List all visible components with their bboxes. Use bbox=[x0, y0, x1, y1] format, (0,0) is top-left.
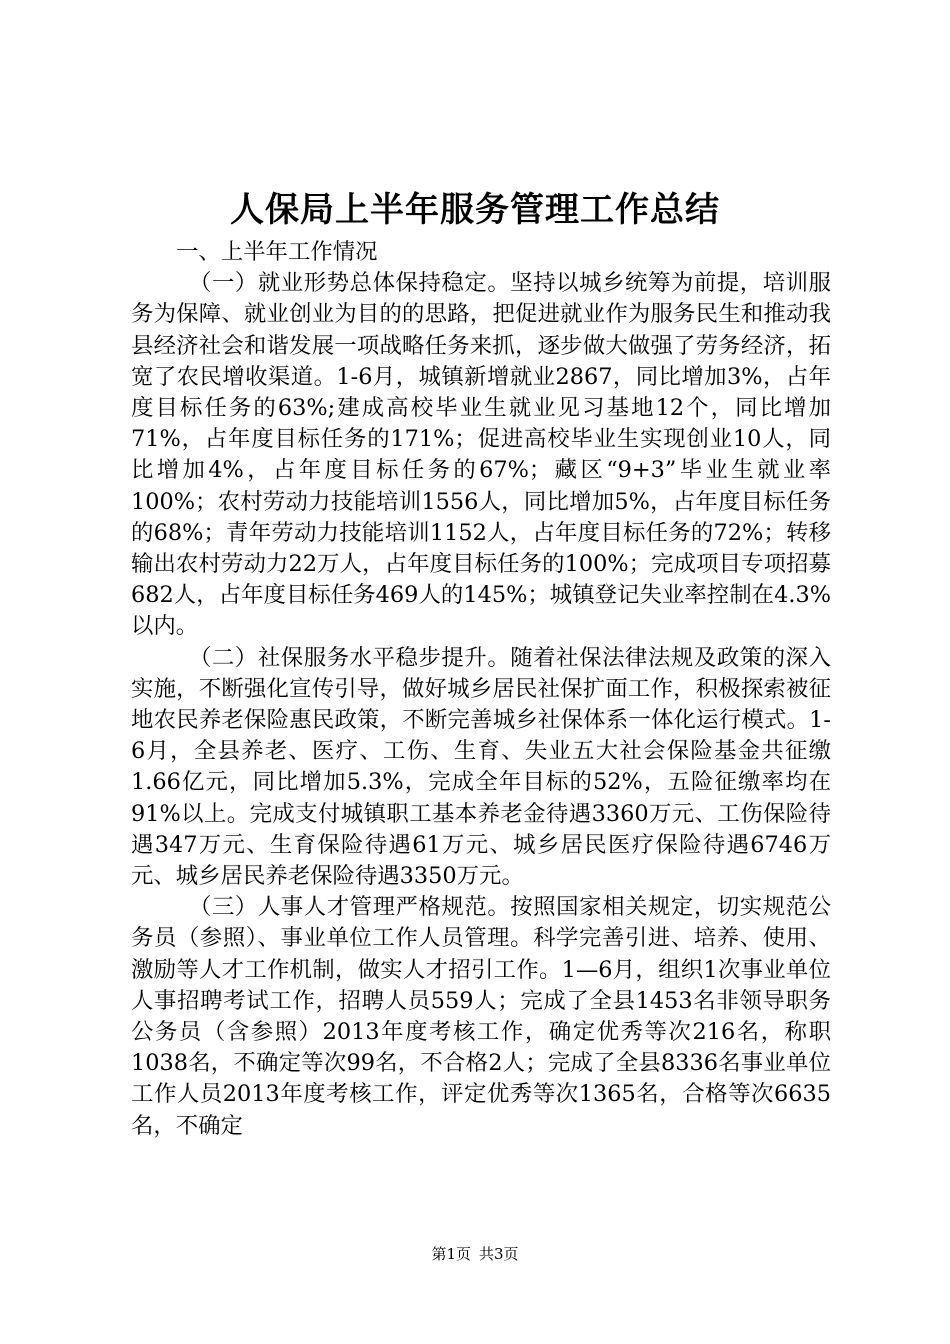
page-number: 第1页 bbox=[431, 1245, 471, 1263]
document-title: 人保局上半年服务管理工作总结 bbox=[230, 190, 720, 230]
paragraph-employment: （一）就业形势总体保持稳定。坚持以城乡统筹为前提，培训服务为保障、就业创业为目的的思路，把促进就业作为服务民生和推动我县经济社会和谐发展一项战略任务来抓，逐步做大做强了劳务经济，拓宽了农民增收渠道。1-6月，城镇新增就业2867，同比增加3%，占年度目标任务的63%;建成高校毕业生就业见习基地12个，同比增加71%，占年度目标任务的171%；促进高校毕业生实现创业10人，同比增加4%，占年度目标任务的67%；藏区“9+3”毕业生就业率100%；农村劳动力技能培训1556人，同比增加5%，占年度目标任务的68%；青年劳动力技能培训1152人，占年度目标任务的72%；转移输出农村劳动力22万人，占年度目标任务的100%；完成项目专项招募682人，占年度目标任务469人的145%；城镇登记失业率控制在4.3%以内。 bbox=[131, 270, 831, 640]
document-body bbox=[131, 237, 831, 1142]
page-total: 共3页 bbox=[479, 1245, 519, 1263]
section-heading: 一、上半年工作情况 bbox=[176, 239, 378, 265]
paragraph-personnel: （三）人事人才管理严格规范。按照国家相关规定，切实规范公务员（参照）、事业单位工作人员管理。科学完善引进、培养、使用、激励等人才工作机制，做实人才招引工作。1—6月，组织1次事业单位人事招聘考试工作，招聘人员559人；完成了全县1453名非领导职务公务员（含参照）2013年度考核工作，确定优秀等次216名，称职1038名，不确定等次99名，不合格2人；完成了全县8336名事业单位工作人员2013年度考核工作，评定优秀等次1365名，合格等次6635名，不确定 bbox=[131, 894, 831, 1139]
paragraph-social-security: （二）社保服务水平稳步提升。随着社保法律法规及政策的深入实施，不断强化宣传引导，做好城乡居民社保扩面工作，积极探索被征地农民养老保险惠民政策，不断完善城乡社保体系一体化运行模式。1-6月，全县养老、医疗、工伤、生育、失业五大社会保险基金共征缴1.66亿元，同比增加5.3%，完成全年目标的52%，五险征缴率均在91%以上。完成支付城镇职工基本养老金待遇3360万元、工伤保险待遇347万元、生育保险待遇61万元、城乡居民医疗保险待遇6746万元、城乡居民养老保险待遇3350万元。 bbox=[131, 644, 831, 890]
page-footer bbox=[0, 1244, 950, 1264]
